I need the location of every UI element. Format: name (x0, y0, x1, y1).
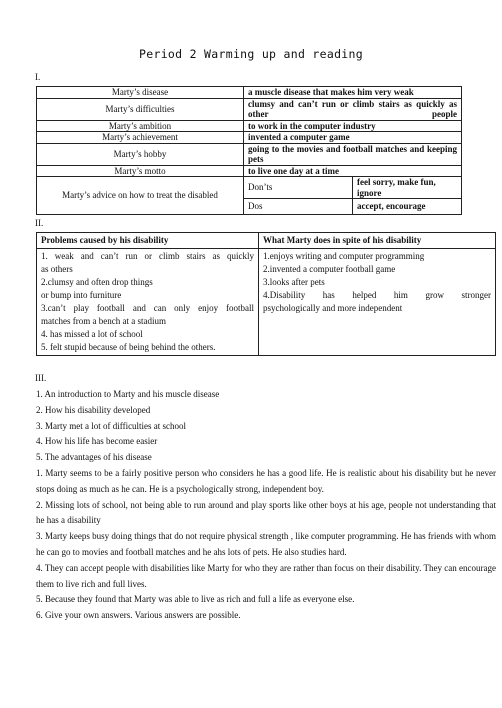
answer-item: 3. Marty met a lot of difficulties at school (36, 420, 187, 431)
header-problems: Problems caused by his disability (37, 233, 259, 249)
row-key: Marty’s ambition (37, 120, 244, 132)
section-2-label: II. (35, 218, 44, 228)
problems-cell (37, 249, 259, 356)
table-row (37, 132, 462, 144)
dos-label: Dos (244, 199, 353, 215)
donts-value: feel sorry, make fun, ignore (353, 177, 462, 199)
table-row (37, 98, 462, 120)
answer-item: 4. They can accept people with disabilities like Marty for who they are rather than focus on their disability. They can encourage them to live rich and full lives. (36, 562, 496, 589)
marty-summary-table (36, 86, 462, 215)
list-item: 1. weak and can’t run or climb stairs as quickly (41, 251, 254, 261)
row-value: going to the movies and football matches and keeping pets (244, 143, 462, 165)
row-value: to live one day at a time (244, 165, 462, 177)
answer-item: 5. Because they found that Marty was able to live as rich and full a life as everyone else. (36, 594, 355, 605)
section-3-label: III. (35, 373, 47, 383)
list-item: 2.invented a computer football game (263, 264, 396, 274)
list-item: or bump into furniture (41, 290, 122, 300)
row-value: invented a computer game (244, 132, 462, 144)
row-value-text: clumsy and can’t run or climb stairs as quickly as other people (248, 98, 457, 119)
list-item: 3.looks after pets (263, 277, 325, 287)
answer-item: 2. How his disability developed (36, 404, 151, 415)
table-row (37, 143, 462, 165)
answer-item: 3. Marty keeps busy doing things that do not require physical strength , like computer programming. He has friends with whom he can go to movies and football matches and he ahs lots of pets. He also studies hard. (36, 531, 496, 557)
row-value (244, 98, 462, 120)
list-item: psychologically and more independent (263, 303, 403, 313)
section-3-answers (36, 387, 496, 624)
donts-label: Don’ts (244, 177, 353, 199)
row-key: Marty’s motto (37, 165, 244, 177)
list-item: matches from a bench at a stadium (41, 316, 166, 326)
row-value: to work in the computer industry (244, 120, 462, 132)
achievements-cell (259, 249, 496, 356)
dos-value: accept, encourage (353, 199, 462, 215)
table-header-row (37, 233, 496, 249)
list-item: 5. felt stupid because of being behind the others. (41, 342, 216, 352)
list-item: 2.clumsy and often drop things (41, 277, 153, 287)
advice-key: Marty’s advice on how to treat the disabled (37, 177, 244, 215)
list-item: 3.can’t play football and can only enjoy football (41, 303, 254, 313)
table-row (37, 87, 462, 99)
disability-table (36, 232, 496, 356)
answer-item: 2. Missing lots of school, not being able to run around and play sports like other boys at his age, people not understanding that he has a disability (36, 499, 496, 526)
answer-item: 4. How his life has become easier (36, 436, 158, 447)
answer-item: 5. The advantages of his disease (36, 452, 152, 463)
list-item: 4. has missed a lot of school (41, 329, 143, 339)
row-key: Marty’s difficulties (37, 98, 244, 120)
page-title: Period 2 Warming up and reading (139, 47, 363, 61)
row-key: Marty’s hobby (37, 143, 244, 165)
list-item: as others (41, 264, 73, 274)
row-value: a muscle disease that makes him very weak (244, 87, 462, 99)
table-row (37, 177, 462, 199)
answer-item: 1. An introduction to Marty and his muscle disease (36, 389, 220, 399)
table-row (37, 120, 462, 132)
table-row (37, 249, 496, 356)
list-item: 1.enjoys writing and computer programming (263, 251, 425, 261)
row-key: Marty’s disease (37, 87, 244, 99)
list-item: 4.Disability has helped him grow stronger (263, 290, 491, 300)
table-row (37, 165, 462, 177)
section-1-label: I. (35, 72, 41, 82)
row-key: Marty’s achievement (37, 132, 244, 144)
answer-item: 1. Marty seems to be a fairly positive person who considers he has a good life. He is realistic about his disability but he never stops doing as much as he can. He is a psychologically strong, independent boy. (36, 467, 496, 494)
header-achievements: What Marty does in spite of his disability (259, 233, 496, 249)
answer-item: 6. Give your own answers. Various answers are possible. (36, 610, 241, 621)
